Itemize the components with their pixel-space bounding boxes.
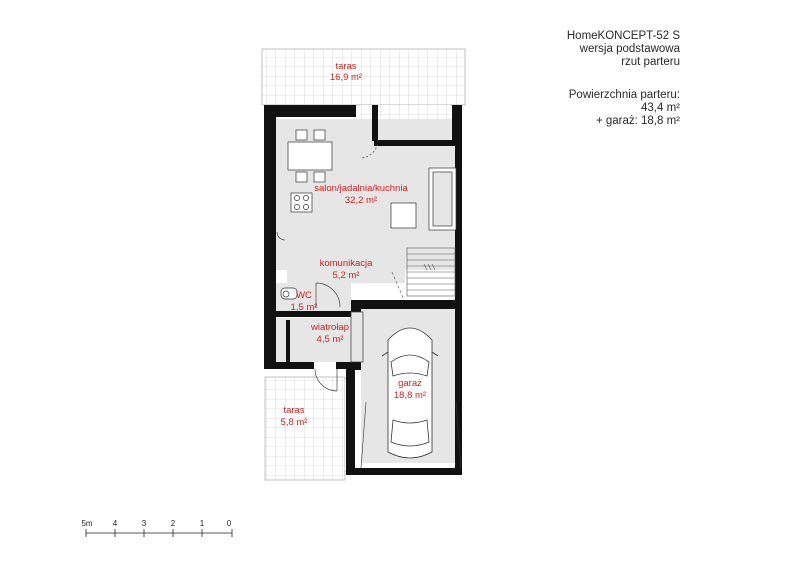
- wardrobe: [351, 312, 363, 362]
- ground-area: 43,4 m²: [641, 102, 680, 114]
- area-hall: 5,2 m²: [332, 270, 360, 281]
- label-garage: garaż: [398, 378, 422, 389]
- area-vestibule: 4,5 m²: [316, 334, 344, 345]
- label-terrace-bottom: taras: [283, 405, 305, 416]
- garage-area: + garaż: 18,8 m²: [595, 115, 680, 127]
- area-wc: 1,5 m²: [290, 302, 318, 313]
- scale-bar: [81, 519, 232, 537]
- scale-tick-0: 0: [226, 519, 232, 528]
- area-terrace-bottom: 5,8 m²: [280, 417, 308, 428]
- area-garage: 18,8 m²: [393, 390, 427, 401]
- area-label: Powierzchnia parteru:: [568, 89, 680, 101]
- scale-tick-3: 3: [141, 519, 147, 528]
- dining-table: [288, 142, 332, 170]
- project-name: HomeKONCEPT-52 S: [566, 30, 680, 42]
- plan-name: rzut parteru: [621, 56, 680, 68]
- coffee-table: [391, 203, 416, 228]
- label-hall: komunikacja: [319, 258, 373, 269]
- kitchen-hob: [291, 193, 312, 212]
- scale-tick-1: 1: [199, 519, 205, 528]
- label-wc: WC: [296, 290, 312, 301]
- terrace-top: [262, 49, 465, 105]
- terrace-bottom: [265, 377, 345, 480]
- scale-tick-5: 5m: [81, 519, 93, 528]
- label-vestibule: wiatrołap: [310, 322, 350, 333]
- scale-tick-4: 4: [112, 519, 118, 528]
- area-terrace-top: 16,9 m²: [329, 72, 363, 83]
- area-living: 32,2 m²: [344, 195, 378, 206]
- label-living: salon/jadalnia/kuchnia: [314, 183, 408, 194]
- scale-tick-2: 2: [170, 519, 176, 528]
- project-variant: wersja podstawowa: [579, 43, 680, 55]
- label-terrace-top: taras: [335, 61, 357, 72]
